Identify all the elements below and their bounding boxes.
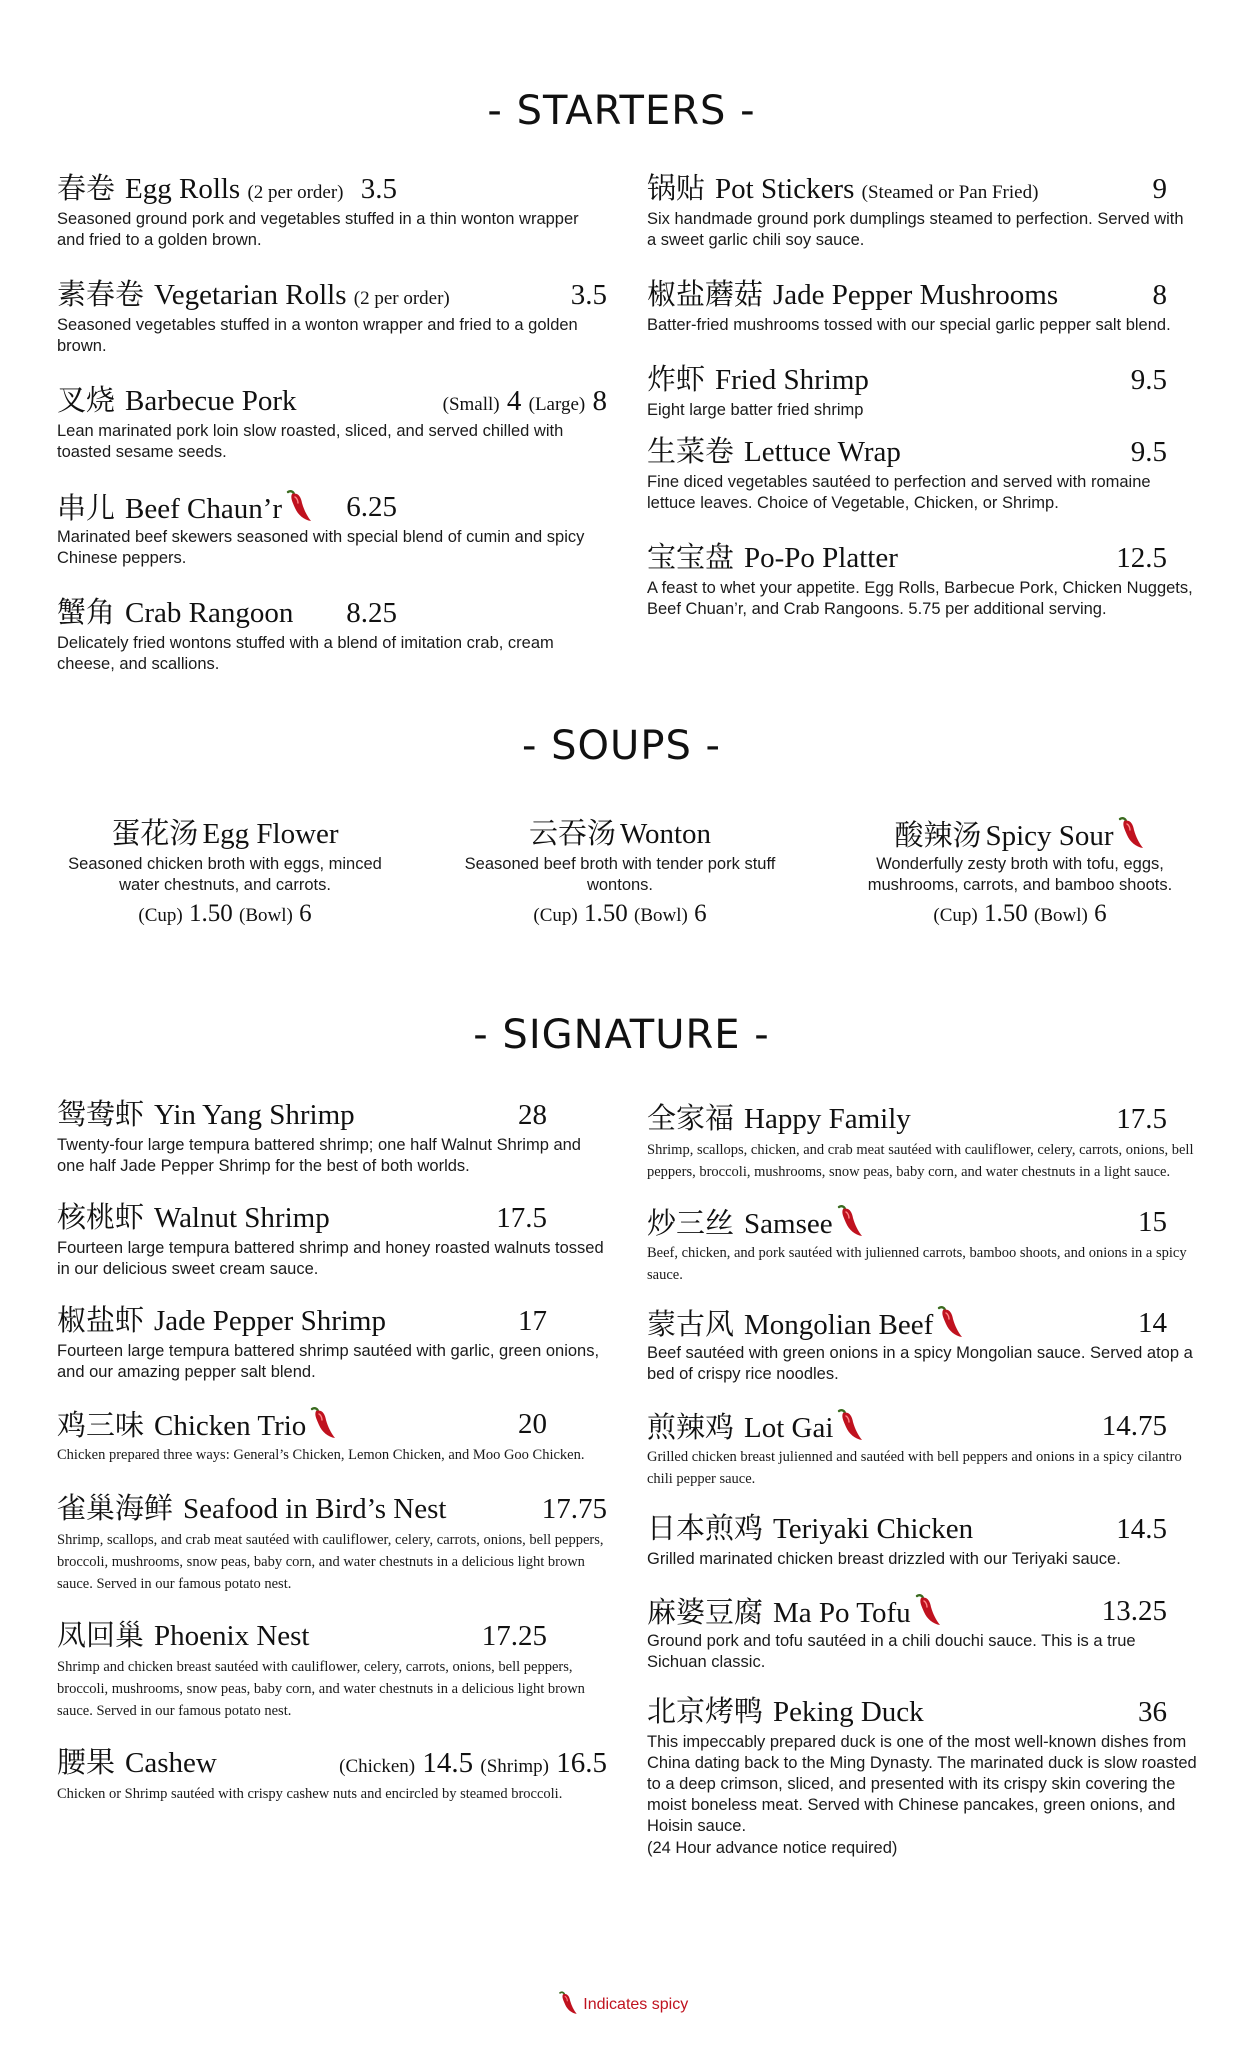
menu-item-name: Mongolian Beef	[744, 1309, 934, 1341]
menu-item-description: Seasoned vegetables stuffed in a wonton wrapper and fried to a golden brown.	[57, 316, 578, 355]
menu-item	[57, 382, 607, 463]
menu-item-description: A feast to whet your appetite. Egg Rolls, Barbecue Pork, Chicken Nuggets, Beef Chuan’r, and Crab Rangoons. 5.75 per additional serving.	[647, 579, 1193, 618]
cup-label: (Cup)	[138, 905, 183, 926]
menu-item	[57, 276, 607, 357]
menu-item-price: 9.5	[1130, 364, 1167, 396]
menu-item-chinese-name: 素春卷	[57, 279, 145, 311]
soup-chinese-name: 酸辣汤	[894, 820, 982, 852]
menu-item-chinese-name: 生菜卷	[647, 436, 735, 468]
chili-pepper-icon	[835, 1203, 865, 1239]
cup-price: 1.50	[984, 900, 1028, 927]
starters-left-column	[57, 170, 607, 695]
price-size-label: (Large)	[528, 394, 586, 415]
menu-item-description: Beef sautéed with green onions in a spicy Mongolian sauce. Served atop a bed of crispy rice noodles.	[647, 1344, 1193, 1383]
menu-item-chinese-name: 煎辣鸡	[647, 1412, 735, 1444]
soup-description: Seasoned chicken broth with eggs, minced water chestnuts, and carrots.	[68, 855, 382, 894]
menu-item-description: Shrimp, scallops, chicken, and crab meat sautéed with cauliflower, celery, carrots, onions, bell peppers, broccoli, mushrooms, snow peas, baby corn, and water chestnuts in a light sauce.	[647, 1142, 1194, 1180]
chili-pepper-icon	[284, 488, 314, 524]
menu-item-name: Chicken Trio	[154, 1410, 307, 1442]
menu-item-price: 28	[518, 1099, 547, 1131]
menu-item-notice: (24 Hour advance notice required)	[647, 1839, 898, 1857]
soup-description: Seasoned beef broth with tender pork stuff wontons.	[464, 855, 776, 894]
menu-item-chinese-name: 凤回巢	[57, 1620, 145, 1652]
menu-item	[647, 170, 1197, 251]
bowl-label: (Bowl)	[1034, 905, 1088, 926]
menu-item-chinese-name: 蟹角	[57, 597, 116, 629]
menu-item-chinese-name: 日本煎鸡	[647, 1513, 764, 1545]
menu-item	[57, 1199, 607, 1280]
menu-item-description: This impeccably prepared duck is one of the most well-known dishes from China dating back to the Ming Dynasty. The marinated duck is slow roasted to a deep crimson, sliced, and presented with its crispy skin covering the moist boneless meat. Served with Chinese pancakes, green onions, and Hoisin sauce.	[647, 1733, 1197, 1835]
menu-item-price: 14.75	[1101, 1410, 1167, 1442]
menu-item-description: Grilled marinated chicken breast drizzled with our Teriyaki sauce.	[647, 1550, 1121, 1568]
menu-item-chinese-name: 炒三丝	[647, 1208, 735, 1240]
menu-item-description: Lean marinated pork loin slow roasted, sliced, and served chilled with toasted sesame seeds.	[57, 422, 564, 461]
menu-item-header	[57, 382, 607, 420]
starters-right-column	[647, 170, 1197, 640]
cup-label: (Cup)	[933, 905, 978, 926]
menu-item-chinese-name: 全家福	[647, 1103, 735, 1135]
menu-item-description: Shrimp and chicken breast sautéed with cauliflower, celery, carrots, onions, bell peppers, broccoli, mushrooms, snow peas, baby corn, and water chestnuts in a delicious light brown sauce. Served in our famous potato nest.	[57, 1659, 585, 1719]
menu-item-name: Samsee	[744, 1208, 833, 1240]
soup-name: Egg Flower	[202, 818, 339, 850]
price-value: 8	[592, 385, 607, 417]
menu-item-name: Beef Chaun’r	[125, 493, 283, 525]
signature-right-column	[647, 1100, 1197, 1881]
menu-item-price: 3.5	[570, 279, 607, 311]
menu-item-price: 14.5	[1116, 1513, 1167, 1545]
chili-pepper-icon	[835, 1407, 865, 1443]
bowl-price: 6	[299, 900, 312, 927]
menu-item-name: Ma Po Tofu	[773, 1597, 911, 1629]
menu-item-name: Seafood in Bird’s Nest	[183, 1493, 447, 1525]
menu-item-header	[57, 1617, 607, 1655]
menu-item-chinese-name: 雀巢海鲜	[57, 1493, 174, 1525]
menu-item	[647, 1100, 1197, 1183]
menu-item-description: Fourteen large tempura battered shrimp and honey roasted walnuts tossed in our delicious sweet cream sauce.	[57, 1239, 604, 1278]
menu-item	[57, 594, 607, 675]
menu-item-name: Jade Pepper Shrimp	[154, 1305, 386, 1337]
menu-item-header	[57, 1199, 607, 1237]
menu-item-name: Lot Gai	[744, 1412, 834, 1444]
bowl-price: 6	[1094, 900, 1107, 927]
menu-item-description: Twenty-four large tempura battered shrimp; one half Walnut Shrimp and one half Jade Pepper Shrimp for the best of both worlds.	[57, 1136, 581, 1175]
menu-item-description: Marinated beef skewers seasoned with special blend of cumin and spicy Chinese peppers.	[57, 528, 585, 567]
menu-item-header	[647, 1407, 1197, 1445]
menu-item-price: 17.75	[541, 1493, 607, 1525]
menu-item	[647, 433, 1197, 514]
menu-item	[647, 539, 1197, 620]
soup-prices	[60, 900, 390, 928]
signature-left-column	[57, 1096, 607, 1827]
menu-item-price: 3.5	[360, 173, 397, 205]
section-title-starters: - STARTERS -	[487, 88, 756, 134]
menu-item-name: Peking Duck	[773, 1696, 924, 1728]
menu-item-description: Seasoned ground pork and vegetables stuffed in a thin wonton wrapper and fried to a golden brown.	[57, 210, 579, 249]
price-size-label: (Shrimp)	[480, 1756, 549, 1777]
menu-item-header	[647, 539, 1197, 577]
menu-item-header	[57, 1405, 607, 1443]
cup-price: 1.50	[584, 900, 628, 927]
menu-item-header	[647, 276, 1197, 314]
menu-item-name: Fried Shrimp	[715, 364, 869, 396]
menu-item-price: 17.5	[496, 1202, 547, 1234]
menu-item-name: Pot Stickers	[715, 173, 855, 205]
menu-item-chinese-name: 春卷	[57, 173, 116, 205]
menu-item-description: Six handmade ground pork dumplings steamed to perfection. Served with a sweet garlic chili soy sauce.	[647, 210, 1184, 249]
menu-item-header	[647, 1592, 1197, 1630]
section-title-soups: - SOUPS -	[522, 723, 721, 769]
soup-header	[60, 815, 390, 853]
menu-item-description: Chicken or Shrimp sautéed with crispy cashew nuts and encircled by steamed broccoli.	[57, 1786, 563, 1802]
menu-item	[647, 276, 1197, 336]
soup-header	[455, 815, 785, 853]
menu-item-price: 17.5	[1116, 1103, 1167, 1135]
section-title-signature: - SIGNATURE -	[473, 1012, 770, 1058]
menu-item-chinese-name: 蒙古风	[647, 1309, 735, 1341]
menu-item	[57, 1096, 607, 1177]
menu-item-description: Fine diced vegetables sautéed to perfection and served with romaine lettuce leaves. Choice of Vegetable, Chicken, or Shrimp.	[647, 473, 1151, 512]
menu-item-chinese-name: 椒盐虾	[57, 1305, 145, 1337]
chili-pepper-icon	[1116, 815, 1146, 851]
chili-pepper-icon	[935, 1304, 965, 1340]
menu-item	[647, 1510, 1197, 1570]
menu-item-name: Yin Yang Shrimp	[154, 1099, 355, 1131]
menu-item-price	[339, 1744, 607, 1786]
menu-item	[57, 488, 607, 569]
menu-item-header	[57, 1490, 607, 1528]
menu-item-chinese-name: 椒盐蘑菇	[647, 279, 764, 311]
menu-item	[647, 361, 1197, 421]
menu-item-chinese-name: 北京烤鸭	[647, 1696, 764, 1728]
menu-item-note: (2 per order)	[353, 288, 450, 309]
menu-item-header	[647, 1693, 1197, 1731]
menu-item-name: Vegetarian Rolls	[154, 279, 347, 311]
menu-item-price: 13.25	[1101, 1595, 1167, 1627]
menu-item-header	[57, 1744, 607, 1782]
spicy-legend	[0, 1990, 1243, 2016]
chili-pepper-icon	[913, 1592, 943, 1628]
bowl-label: (Bowl)	[239, 905, 293, 926]
menu-item-price: 14	[1138, 1307, 1167, 1339]
menu-item-header	[57, 1096, 607, 1134]
soup-name: Spicy Sour	[985, 820, 1114, 852]
menu-item-name: Teriyaki Chicken	[773, 1513, 974, 1545]
spicy-legend-label: Indicates spicy	[583, 1996, 689, 2013]
menu-item-price: 8.25	[346, 597, 397, 629]
menu-item-name: Happy Family	[744, 1103, 911, 1135]
menu-item-chinese-name: 麻婆豆腐	[647, 1597, 764, 1629]
menu-item-header	[57, 1302, 607, 1340]
menu-item-name: Walnut Shrimp	[154, 1202, 330, 1234]
menu-item	[647, 1693, 1197, 1859]
chili-pepper-icon	[308, 1405, 338, 1441]
menu-item-price: 15	[1138, 1206, 1167, 1238]
menu-item-name: Jade Pepper Mushrooms	[773, 279, 1059, 311]
menu-item-header	[57, 594, 607, 632]
soup-chinese-name: 云吞汤	[528, 818, 616, 850]
menu-item	[57, 170, 607, 251]
menu-item-price: 36	[1138, 1696, 1167, 1728]
soup-name: Wonton	[619, 818, 712, 850]
menu-item	[647, 1407, 1197, 1490]
menu-item-header	[647, 433, 1197, 471]
menu-item-header	[647, 1304, 1197, 1342]
soup-chinese-name: 蛋花汤	[111, 818, 199, 850]
menu-item	[57, 1405, 607, 1466]
menu-item-name: Egg Rolls	[125, 173, 241, 205]
menu-item-name: Crab Rangoon	[125, 597, 294, 629]
soup-description: Wonderfully zesty broth with tofu, eggs, mushrooms, carrots, and bamboo shoots.	[867, 855, 1173, 894]
menu-item-chinese-name: 炸虾	[647, 364, 706, 396]
menu-item-price: 9	[1152, 173, 1167, 205]
menu-item	[57, 1617, 607, 1722]
menu-item-description: Eight large batter fried shrimp	[647, 401, 864, 419]
menu-item-header	[57, 488, 607, 526]
menu-item-description: Chicken prepared three ways: General’s Chicken, Lemon Chicken, and Moo Goo Chicken.	[57, 1447, 585, 1463]
menu-item-header	[647, 1203, 1197, 1241]
menu-item-description: Batter-fried mushrooms tossed with our special garlic pepper salt blend.	[647, 316, 1171, 334]
menu-item	[647, 1304, 1197, 1385]
menu-item	[57, 1490, 607, 1595]
menu-item-price: 9.5	[1130, 436, 1167, 468]
soup-item	[60, 815, 390, 928]
price-value: 16.5	[556, 1747, 607, 1779]
bowl-price: 6	[694, 900, 707, 927]
soup-header	[855, 815, 1185, 853]
menu-item-name: Cashew	[125, 1747, 217, 1779]
menu-item-price: 20	[518, 1408, 547, 1440]
cup-label: (Cup)	[533, 905, 578, 926]
menu-item-name: Phoenix Nest	[154, 1620, 310, 1652]
menu-item-name: Barbecue Pork	[125, 385, 297, 417]
menu-item-header	[647, 1100, 1197, 1138]
menu-item-header	[647, 361, 1197, 399]
menu-item-price	[443, 382, 607, 424]
menu-item-description: Ground pork and tofu sautéed in a chili douchi sauce. This is a true Sichuan classic.	[647, 1632, 1136, 1671]
soup-prices	[855, 900, 1185, 928]
menu-item-price: 12.5	[1116, 542, 1167, 574]
soup-item	[855, 815, 1185, 928]
menu-item-description: Grilled chicken breast julienned and sautéed with bell peppers and onions in a spicy cilantro chili pepper sauce.	[647, 1449, 1182, 1487]
price-size-label: (Small)	[442, 394, 500, 415]
menu-item-header	[647, 1510, 1197, 1548]
chili-pepper-icon	[557, 1990, 579, 2016]
menu-item-price: 17.25	[481, 1620, 547, 1652]
menu-item-price: 6.25	[346, 491, 397, 523]
menu-item-chinese-name: 鸡三味	[57, 1410, 145, 1442]
menu-item	[647, 1203, 1197, 1286]
menu-item	[57, 1302, 607, 1383]
menu-item-description: Shrimp, scallops, and crab meat sautéed with cauliflower, celery, carrots, onions, bell peppers, broccoli, mushrooms, snow peas, baby corn, and water chestnuts in a delicious light brown sauce. Served in our famous potato nest.	[57, 1532, 604, 1592]
menu-item-price: 17	[518, 1305, 547, 1337]
menu-item	[647, 1592, 1197, 1673]
menu-item-chinese-name: 腰果	[57, 1747, 116, 1779]
soup-item	[455, 815, 785, 928]
price-size-label: (Chicken)	[339, 1756, 416, 1777]
menu-item-description: Beef, chicken, and pork sautéed with julienned carrots, bamboo shoots, and onions in a spicy sauce.	[647, 1245, 1187, 1283]
menu-item-note: (Steamed or Pan Fried)	[861, 182, 1039, 203]
menu-item-header	[647, 170, 1197, 208]
soup-prices	[455, 900, 785, 928]
menu-item-header	[57, 276, 607, 314]
cup-price: 1.50	[189, 900, 233, 927]
menu-item-name: Lettuce Wrap	[744, 436, 901, 468]
menu-item-chinese-name: 核桃虾	[57, 1202, 145, 1234]
menu-item-description: Fourteen large tempura battered shrimp sautéed with garlic, green onions, and our amazing pepper salt blend.	[57, 1342, 600, 1381]
menu-item	[57, 1744, 607, 1805]
bowl-label: (Bowl)	[634, 905, 688, 926]
menu-item-name: Po-Po Platter	[744, 542, 898, 574]
menu-item-chinese-name: 叉烧	[57, 385, 116, 417]
menu-item-chinese-name: 锅贴	[647, 173, 706, 205]
price-value: 4	[506, 385, 522, 417]
menu-item-price: 8	[1152, 279, 1167, 311]
menu-item-header	[57, 170, 607, 208]
menu-item-chinese-name: 宝宝盘	[647, 542, 735, 574]
menu-item-description: Delicately fried wontons stuffed with a blend of imitation crab, cream cheese, and scallions.	[57, 634, 554, 673]
menu-item-chinese-name: 鸳鸯虾	[57, 1099, 145, 1131]
menu-item-note: (2 per order)	[247, 182, 344, 203]
price-value: 14.5	[422, 1747, 474, 1779]
menu-item-chinese-name: 串儿	[57, 493, 116, 525]
